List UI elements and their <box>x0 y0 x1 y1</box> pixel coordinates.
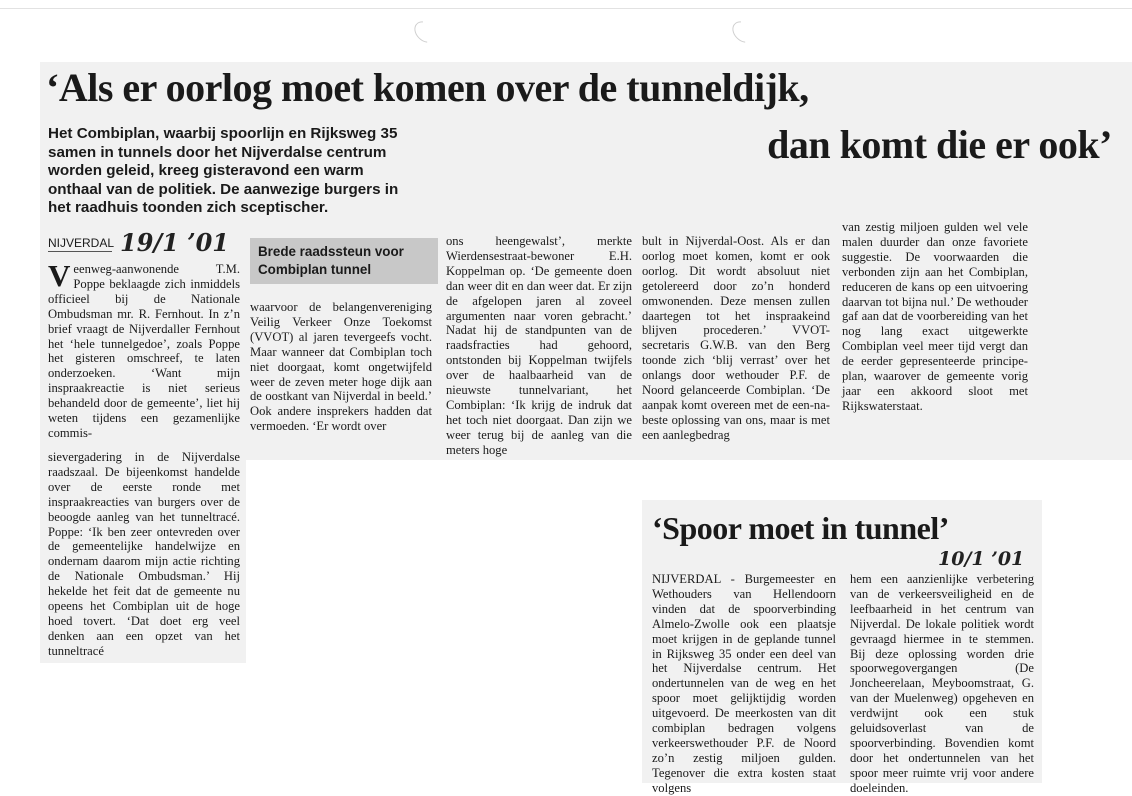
article-column-1a <box>48 258 240 440</box>
article-column-4: bult in Nijverdal-Oost. Als er dan oorlog moet komen, komt er ook oorlog. Dit wordt absoluut niet getolereerd door zo’n honderd omwonenden. Deze mensen zullen daartegen tot het inspraakeind blijven procederen.’ VVOT-secretaris G.W.B. van den Berg toonde zich ‘blij verrast’ over het onlangs door wethouder P.F. de Noord gelanceerde Combiplan. ‘De aanpak komt overeen met de een-na-beste oplossing van ons, maar is met een aanlegbedrag <box>642 234 830 442</box>
article-column-3: ons heengewalst’, merkte Wierdensestraat-bewoner E.H. Koppelman op. ‘De gemeente doen dan weer dit en dan weer dat. Er zijn de afgelopen jaren al zoveel argumenten naar voren gebracht.’ Nadat hij de standpunten van de raadsfracties had gehoord, ontstonden bij Koppelman twijfels over de haalbaarheid van de nieuwste tunnelvariant, het Combiplan: ‘Ik krijg de indruk dat het toch niet doorgaat. Dan zijn we weer terug bij de aanleg van die meters hoge <box>446 234 632 457</box>
article-column-5: van zestig miljoen gulden wel vele malen duurder dan onze favoriete suggestie. De voorwaarden die verbonden zijn aan het Combiplan, reduceren de kans op een uitvoering daarvan tot bijna nul.’ De wethouder gaf aan dat de voorbereiding van het nog lang exact uitgewerkte Combiplan veel meer tijd vergt dan de eerder gepresenteerde principe-plan, waarover de gemeente vorig jaar een akkoord sloot met Rijkswaterstaat. <box>842 220 1028 413</box>
dateline-rule <box>48 251 112 252</box>
dateline: NIJVERDAL <box>48 236 115 250</box>
column-text: eenweg-aanwonende T.M. Poppe beklaagde zich inmiddels officieel bij de Nationale Ombudsman mr. R. Fernhout. In z’n brief vraagt de Nijverdaller Fernhout het ‘hele tunnelgedoe’, zoals Poppe het gisteren omschreef, te laten onderzoeken. ‘Want mijn inspraakreactie is niet serieus behandeld door de gemeente’, liet hij weten tijdens een gezamenlijke commis- <box>48 262 240 440</box>
second-article-column-2: hem een aanzienlijke verbetering van de verkeersveiligheid en de leefbaarheid in het centrum van Nijverdal. De lokale politiek wordt gevraagd hiermee in te stemmen. Bij deze oplossing worden drie spoorwegovergangen (De Joncheerelaan, Meyboomstraat, G. van der Muelenweg) opgeheven en verdwijnt ook een stuk geluidsoverlast van de spoorverbinding. Bovendien komt door het ondertunnelen van het spoor meer ruimte vrij voor andere doeleinden. <box>850 572 1034 795</box>
article-lead: Het Combiplan, waarbij spoorlijn en Rijksweg 35 samen in tunnels door het Nijverdalse centrum worden geleid, kreeg gisteravond een warm onthaal van de politiek. De aanwezige burgers in het raadhuis toonden zich sceptischer. <box>48 125 399 216</box>
handwritten-date: 19/1 ’01 <box>120 228 229 257</box>
second-article-column-1: NIJVERDAL - Burgemeester en Wethouders van Hellendoorn vinden dat de spoorverbinding Almelo-Zwolle ook een plaatsje moet krijgen in de geplande tunnel in Rijksweg 35 onder een deel van het Nijverdalse centrum. Het ondertunnelen van de weg en het spoor moet gelijktijdig worden uitgevoerd. De meerkosten van dit combiplan bedragen volgens verkeerswethouder P.F. de Noord zo’n zestig miljoen gulden. Tegenover die extra kosten staat volgens <box>652 572 836 795</box>
drop-cap: V <box>48 258 71 293</box>
punch-hole <box>728 17 758 47</box>
article-headline-line-2: dan komt die er ook’ <box>767 122 1112 167</box>
article-column-1b: sievergadering in de Nijverdalse raadszaal. De bijeenkomst handelde over de eerste ronde met inspraakreacties van burgers over de beoogde aanleg van het tunneltracé. Poppe: ‘Ik ben zeer ontevreden over de gemeentelijke handelwijze en ondernam daarom mijn actie richting de Nationale Ombudsman.’ Hij hekelde het feit dat de gemeente nu opeens het Combiplan uit de hoge hoed tovert. ‘Dat doet erg veel denken aan een opzet van het tunneltracé <box>48 450 240 658</box>
article-headline-line-1: ‘Als er oorlog moet komen over de tunneldijk, <box>46 65 809 110</box>
article-column-2: waarvoor de belangenvereniging Veilig Verkeer Onze Toekomst (VVOT) al jaren tevergeefs vocht. Maar wanneer dat Combiplan toch niet doorgaat, komt ongetwijfeld weer de zeven meter hoge dijk aan de oostkant van Nijverdal in beeld.’ Ook andere insprekers hadden dat vermoeden. ‘Er wordt over <box>250 300 432 434</box>
second-article-headline: ‘Spoor moet in tunnel’ <box>652 510 949 546</box>
handwritten-date-2: 10/1 ’01 <box>938 548 1025 570</box>
subheading-box: Brede raadssteun voor Combiplan tunnel <box>250 238 438 284</box>
scan-top-edge <box>0 8 1132 9</box>
punch-hole <box>410 17 440 47</box>
